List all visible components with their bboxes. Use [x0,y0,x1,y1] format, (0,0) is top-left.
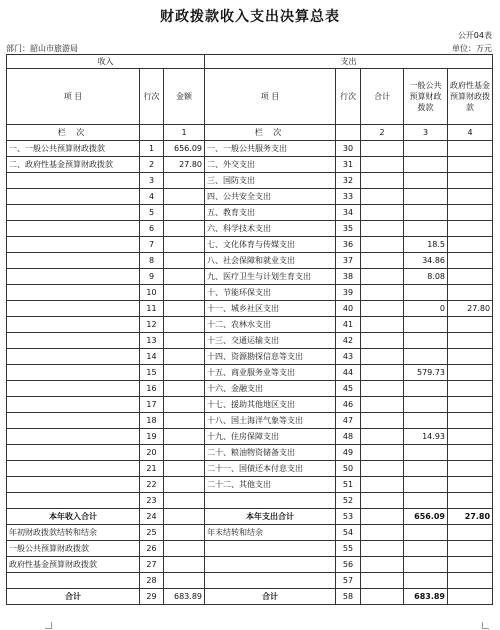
total-cell [361,189,404,205]
income-row-number: 19 [140,429,164,445]
income-amount-cell: 683.89 [164,589,205,605]
table-row [7,509,493,525]
col-index-4: 4 [448,125,493,141]
expense-row-number: 46 [336,397,361,413]
income-item-cell [7,269,140,285]
expense-row-number: 34 [336,205,361,221]
col-index-3: 3 [404,125,448,141]
gov-fund-cell [448,589,493,605]
income-row-number: 23 [140,493,164,509]
table-row [7,525,493,541]
total-cell [361,557,404,573]
total-cell [361,221,404,237]
income-row-number: 16 [140,381,164,397]
general-budget-cell [404,493,448,509]
table-row [7,333,493,349]
general-budget-cell: 683.89 [404,589,448,605]
income-row-number: 10 [140,285,164,301]
total-cell [361,413,404,429]
table-row [7,157,493,173]
income-row-number: 8 [140,253,164,269]
total-cell [361,269,404,285]
expense-item-cell: 十、节能环保支出 [205,285,336,301]
income-amount-cell: 27.80 [164,157,205,173]
income-item-header: 项 目 [7,69,140,125]
expense-row-number: 36 [336,237,361,253]
expense-item-cell: 十六、金融支出 [205,381,336,397]
expense-row-number: 35 [336,221,361,237]
income-item-cell [7,429,140,445]
income-row-number: 15 [140,365,164,381]
gov-fund-cell [448,317,493,333]
income-row-number: 22 [140,477,164,493]
total-cell [361,429,404,445]
gov-fund-header: 政府性基金预算财政拨款 [448,69,493,125]
expense-row-number: 58 [336,589,361,605]
gov-fund-cell [448,541,493,557]
gov-fund-cell [448,525,493,541]
income-item-cell [7,493,140,509]
gov-fund-cell: 27.80 [448,301,493,317]
total-cell [361,525,404,541]
gov-fund-cell [448,397,493,413]
income-row-number: 2 [140,157,164,173]
gov-fund-cell [448,221,493,237]
expense-item-cell: 二、外交支出 [205,157,336,173]
table-row [7,397,493,413]
expense-item-cell: 四、公共安全支出 [205,189,336,205]
general-budget-cell: 656.09 [404,509,448,525]
table-row [7,285,493,301]
expense-row-number: 54 [336,525,361,541]
table-row [7,221,493,237]
general-budget-cell [404,285,448,301]
column-index-row [7,125,493,141]
income-item-cell: 二、政府性基金预算财政拨款 [7,157,140,173]
general-budget-cell: 0 [404,301,448,317]
expense-row-number: 38 [336,269,361,285]
income-item-cell [7,253,140,269]
general-budget-cell [404,141,448,157]
expense-row-number: 56 [336,557,361,573]
income-header: 收入 [7,55,205,69]
income-item-cell [7,477,140,493]
expense-row-number: 50 [336,461,361,477]
expense-row-number: 47 [336,413,361,429]
income-lanci-label: 栏 次 [7,125,140,141]
income-item-cell [7,301,140,317]
income-item-cell [7,285,140,301]
expense-item-cell: 九、医疗卫生与计划生育支出 [205,269,336,285]
general-budget-cell [404,205,448,221]
total-cell [361,493,404,509]
general-budget-cell [404,157,448,173]
expense-row-number: 41 [336,317,361,333]
income-amount-cell [164,397,205,413]
column-header-row [7,69,493,125]
total-cell [361,141,404,157]
total-cell [361,509,404,525]
table-row [7,541,493,557]
income-amount-cell [164,173,205,189]
expense-item-cell: 合计 [205,589,336,605]
income-row-number: 1 [140,141,164,157]
total-cell [361,397,404,413]
income-item-cell [7,445,140,461]
total-cell [361,237,404,253]
income-row-number: 4 [140,189,164,205]
income-amount-cell [164,429,205,445]
table-row [7,477,493,493]
expense-item-cell: 十五、商业服务业等支出 [205,365,336,381]
expense-item-cell [205,573,336,589]
income-amount-cell [164,541,205,557]
gov-fund-cell [448,157,493,173]
income-item-cell [7,349,140,365]
total-cell [361,461,404,477]
income-item-cell [7,221,140,237]
general-budget-cell [404,333,448,349]
general-budget-cell: 8.08 [404,269,448,285]
table-row [7,461,493,477]
expense-row-number: 40 [336,301,361,317]
total-cell [361,157,404,173]
gov-fund-cell [448,429,493,445]
income-amount-cell [164,573,205,589]
expense-row-number: 33 [336,189,361,205]
income-row-number: 17 [140,397,164,413]
table-row [7,349,493,365]
income-amount-cell [164,333,205,349]
gov-fund-cell [448,365,493,381]
total-cell [361,589,404,605]
income-row-number: 9 [140,269,164,285]
total-cell [361,573,404,589]
gov-fund-cell [448,477,493,493]
total-cell [361,285,404,301]
gov-fund-cell [448,173,493,189]
table-row [7,237,493,253]
total-cell [361,333,404,349]
general-budget-cell [404,541,448,557]
gov-fund-cell [448,413,493,429]
expense-item-cell: 十四、资源勘探信息等支出 [205,349,336,365]
income-item-cell [7,397,140,413]
expense-item-cell: 二十二、其他支出 [205,477,336,493]
table-row [7,445,493,461]
total-cell [361,301,404,317]
expense-rowno-header: 行次 [336,69,361,125]
table-row [7,381,493,397]
income-item-cell [7,381,140,397]
income-row-number: 3 [140,173,164,189]
income-row-number: 26 [140,541,164,557]
income-amount-cell [164,413,205,429]
income-item-cell [7,461,140,477]
income-row-number: 11 [140,301,164,317]
budget-table [6,54,493,605]
expense-item-cell [205,541,336,557]
expense-item-cell: 十七、援助其他地区支出 [205,397,336,413]
gov-fund-cell [448,461,493,477]
income-row-number: 25 [140,525,164,541]
income-amount-cell [164,269,205,285]
total-cell [361,253,404,269]
income-row-number: 12 [140,317,164,333]
gov-fund-cell [448,141,493,157]
income-amount-cell [164,365,205,381]
expense-row-number: 53 [336,509,361,525]
income-amount-cell [164,285,205,301]
expense-row-number: 57 [336,573,361,589]
gov-fund-cell [448,285,493,301]
general-budget-header: 一般公共预算财政拨款 [404,69,448,125]
expense-row-number: 31 [336,157,361,173]
income-amount-cell [164,317,205,333]
table-row [7,189,493,205]
income-amount-cell [164,205,205,221]
total-cell [361,173,404,189]
expense-item-cell: 一、一般公共服务支出 [205,141,336,157]
general-budget-cell [404,381,448,397]
gov-fund-cell [448,205,493,221]
expense-lanci-label: 栏 次 [205,125,336,141]
income-item-cell: 政府性基金预算财政拨款 [7,557,140,573]
section-header-row [7,55,493,69]
income-item-cell: 合计 [7,589,140,605]
general-budget-cell [404,397,448,413]
income-amount-cell [164,349,205,365]
expense-item-cell [205,493,336,509]
general-budget-cell: 18.5 [404,237,448,253]
income-row-number: 21 [140,461,164,477]
expense-item-cell: 十一、城乡社区支出 [205,301,336,317]
income-item-cell: 年初财政拨款结转和结余 [7,525,140,541]
expense-item-cell: 七、文化体育与传媒支出 [205,237,336,253]
income-amount-cell [164,253,205,269]
gov-fund-cell [448,493,493,509]
table-row [7,253,493,269]
total-cell [361,205,404,221]
income-row-number: 28 [140,573,164,589]
general-budget-cell: 34.86 [404,253,448,269]
income-item-cell [7,237,140,253]
blank-cell [140,125,164,141]
table-row [7,429,493,445]
gov-fund-cell [448,445,493,461]
general-budget-cell [404,413,448,429]
total-cell [361,477,404,493]
income-item-cell: 本年收入合计 [7,509,140,525]
income-amount-cell [164,477,205,493]
gov-fund-cell [448,573,493,589]
blank-cell [336,125,361,141]
income-amount-cell [164,509,205,525]
income-amount-cell [164,221,205,237]
income-amount-cell [164,189,205,205]
income-row-number: 18 [140,413,164,429]
table-row [7,557,493,573]
income-amount-cell [164,381,205,397]
general-budget-cell [404,525,448,541]
expense-row-number: 32 [336,173,361,189]
table-row [7,317,493,333]
total-cell [361,317,404,333]
general-budget-cell [404,573,448,589]
general-budget-cell [404,317,448,333]
income-item-cell [7,205,140,221]
page-title: 财政拨款收入支出决算总表 [160,9,340,25]
income-amount-cell [164,301,205,317]
total-cell [361,349,404,365]
income-row-number: 27 [140,557,164,573]
gov-fund-cell [448,253,493,269]
expense-row-number: 43 [336,349,361,365]
table-row [7,269,493,285]
income-rowno-header: 行次 [140,69,164,125]
expense-header: 支出 [205,55,493,69]
income-row-number: 14 [140,349,164,365]
table-row [7,301,493,317]
income-row-number: 20 [140,445,164,461]
general-budget-cell [404,445,448,461]
gov-fund-cell: 27.80 [448,509,493,525]
expense-row-number: 45 [336,381,361,397]
corner-mark [482,622,489,629]
table-row [7,173,493,189]
income-amount-cell [164,525,205,541]
income-item-cell: 一、一般公共预算财政拨款 [7,141,140,157]
income-amount-cell [164,461,205,477]
col-index-1: 1 [164,125,205,141]
general-budget-cell [404,557,448,573]
expense-row-number: 51 [336,477,361,493]
income-amount-cell [164,237,205,253]
expense-item-header: 项 目 [205,69,336,125]
income-item-cell [7,189,140,205]
expense-item-cell: 十九、住房保障支出 [205,429,336,445]
income-row-number: 6 [140,221,164,237]
income-item-cell: 一般公共预算财政拨款 [7,541,140,557]
department-label: 部门：韶山市旅游局 [6,44,78,53]
income-row-number: 29 [140,589,164,605]
table-row [7,365,493,381]
expense-row-number: 48 [336,429,361,445]
expense-item-cell: 本年支出合计 [205,509,336,525]
income-row-number: 24 [140,509,164,525]
gov-fund-cell [448,333,493,349]
income-amount-cell [164,493,205,509]
col-index-2: 2 [361,125,404,141]
table-row [7,493,493,509]
form-number: 公开04表 [457,31,492,40]
expense-item-cell: 十二、农林水支出 [205,317,336,333]
general-budget-cell [404,221,448,237]
income-row-number: 7 [140,237,164,253]
income-row-number: 13 [140,333,164,349]
gov-fund-cell [448,381,493,397]
gov-fund-cell [448,237,493,253]
expense-row-number: 55 [336,541,361,557]
income-amount-cell: 656.09 [164,141,205,157]
expense-item-cell: 年末结转和结余 [205,525,336,541]
amount-header: 金额 [164,69,205,125]
expense-row-number: 37 [336,253,361,269]
general-budget-cell [404,477,448,493]
general-budget-cell [404,173,448,189]
gov-fund-cell [448,557,493,573]
expense-row-number: 44 [336,365,361,381]
total-cell [361,541,404,557]
general-budget-cell: 14.93 [404,429,448,445]
income-item-cell [7,573,140,589]
corner-mark [45,622,52,629]
income-item-cell [7,413,140,429]
general-budget-cell [404,349,448,365]
general-budget-cell: 579.73 [404,365,448,381]
general-budget-cell [404,189,448,205]
table-row [7,413,493,429]
expense-row-number: 39 [336,285,361,301]
general-budget-cell [404,461,448,477]
gov-fund-cell [448,189,493,205]
gov-fund-cell [448,269,493,285]
expense-row-number: 52 [336,493,361,509]
expense-item-cell: 八、社会保障和就业支出 [205,253,336,269]
table-row [7,573,493,589]
expense-row-number: 49 [336,445,361,461]
expense-item-cell: 十三、交通运输支出 [205,333,336,349]
total-cell [361,365,404,381]
total-cell [361,381,404,397]
total-cell [361,445,404,461]
income-item-cell [7,333,140,349]
expense-row-number: 42 [336,333,361,349]
expense-item-cell: 二十一、国债还本付息支出 [205,461,336,477]
income-item-cell [7,365,140,381]
expense-item-cell: 二十、粮油物资储备支出 [205,445,336,461]
income-amount-cell [164,557,205,573]
table-row [7,205,493,221]
expense-item-cell [205,557,336,573]
income-item-cell [7,317,140,333]
expense-item-cell: 十八、国土海洋气象等支出 [205,413,336,429]
table-row [7,589,493,605]
income-amount-cell [164,445,205,461]
expense-item-cell: 五、教育支出 [205,205,336,221]
unit-label: 单位：万元 [452,44,492,53]
table-row [7,141,493,157]
expense-item-cell: 三、国防支出 [205,173,336,189]
expense-row-number: 30 [336,141,361,157]
meta-row [6,43,492,54]
income-item-cell [7,173,140,189]
gov-fund-cell [448,349,493,365]
income-row-number: 5 [140,205,164,221]
total-header: 合计 [361,69,404,125]
expense-item-cell: 六、科学技术支出 [205,221,336,237]
